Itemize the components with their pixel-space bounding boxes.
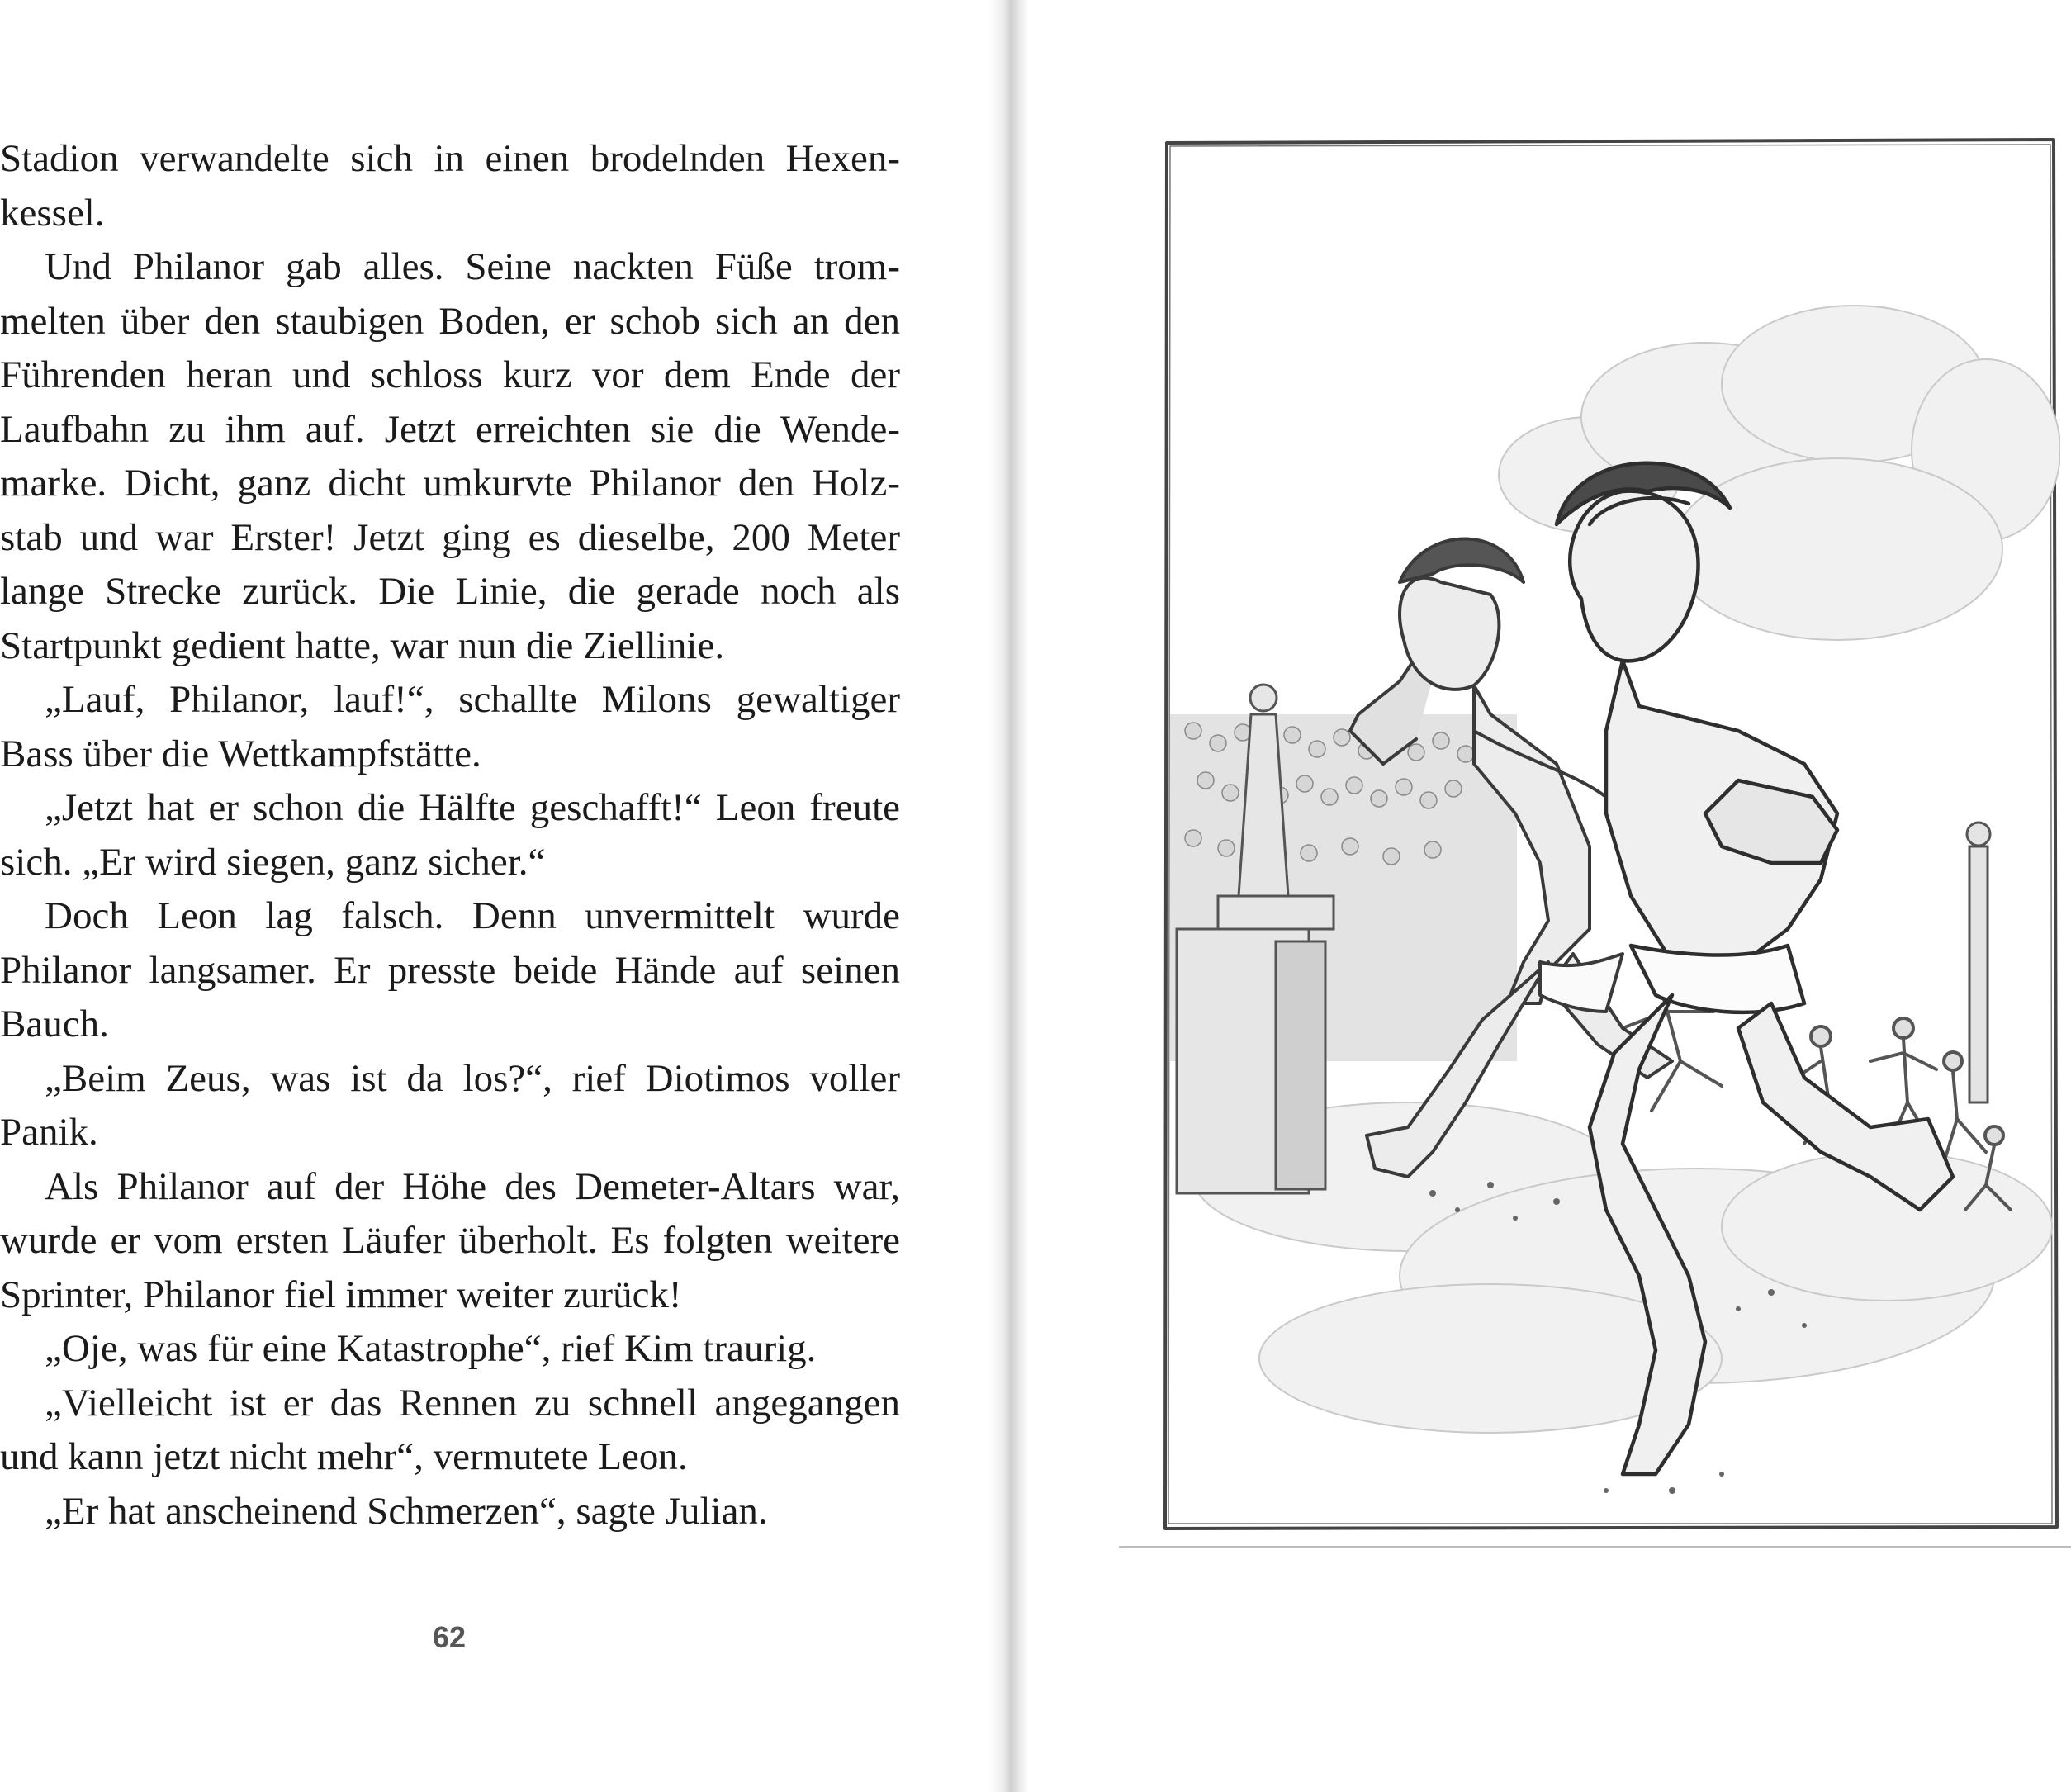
text-line: Panik. — [0, 1111, 98, 1154]
text-line: melten über den staubigen Boden, er schob sich an den — [0, 299, 900, 343]
text-line: Sprinter, Philanor fiel immer weiter zurück! — [0, 1273, 682, 1316]
text-line: Stadion verwandelte sich in einen brodelnden Hexen- — [0, 137, 900, 180]
text-line: Startpunkt gedient hatte, war nun die Ziellinie. — [0, 623, 725, 667]
text-line: kessel. — [0, 191, 105, 235]
text-line: „Oje, was für eine Katastrophe“, rief Kim traurig. — [45, 1327, 817, 1370]
text-line: „Lauf, Philanor, lauf!“, schallte Milons gewaltiger — [45, 678, 900, 721]
text-line: Führenden heran und schloss kurz vor dem Ende der — [0, 353, 900, 396]
text-line: Laufbahn zu ihm auf. Jetzt erreichten sie die Wende- — [0, 407, 900, 451]
text-line: Bauch. — [0, 1003, 109, 1045]
text-line: Und Philanor gab alles. Seine nackten Füße trom- — [45, 245, 900, 288]
text-line: Als Philanor auf der Höhe des Demeter-Altars war, — [45, 1164, 900, 1208]
text-line: Philanor langsamer. Er presste beide Hände auf seinen — [0, 948, 900, 992]
text-line: stab und war Erster! Jetzt ging es dieselbe, 200 Meter — [0, 515, 900, 559]
text-line: Bass über die Wettkampfstätte. — [0, 732, 481, 775]
illustration-runners — [1160, 136, 2060, 1532]
text-line: wurde er vom ersten Läufer überholt. Es folgten weitere — [0, 1219, 900, 1262]
page-rule — [1119, 1546, 2071, 1548]
text-line: sich. „Er wird siegen, ganz sicher.“ — [0, 840, 546, 884]
page-number: 62 — [432, 1620, 467, 1654]
text-line: „Jetzt hat er schon die Hälfte geschafft!“ Leon freute — [45, 786, 900, 829]
text-line: „Vielleicht ist er das Rennen zu schnell angegangen — [45, 1381, 900, 1425]
text-line: „Beim Zeus, was ist da los?“, rief Diotimos voller — [45, 1056, 900, 1100]
text-line: marke. Dicht, ganz dicht umkurvte Philanor den Holz- — [0, 462, 900, 505]
text-page — [0, 132, 900, 1538]
text-line: Doch Leon lag falsch. Denn unvermittelt wurde — [45, 894, 900, 937]
turning-post — [1967, 823, 1990, 1102]
text-line: lange Strecke zurück. Die Linie, die gerade noch als — [0, 570, 900, 613]
text-line: und kann jetzt nicht mehr“, vermutete Leon. — [0, 1435, 688, 1478]
book-gutter — [989, 0, 1029, 1792]
text-line: „Er hat anscheinend Schmerzen“, sagte Julian. — [45, 1489, 768, 1533]
